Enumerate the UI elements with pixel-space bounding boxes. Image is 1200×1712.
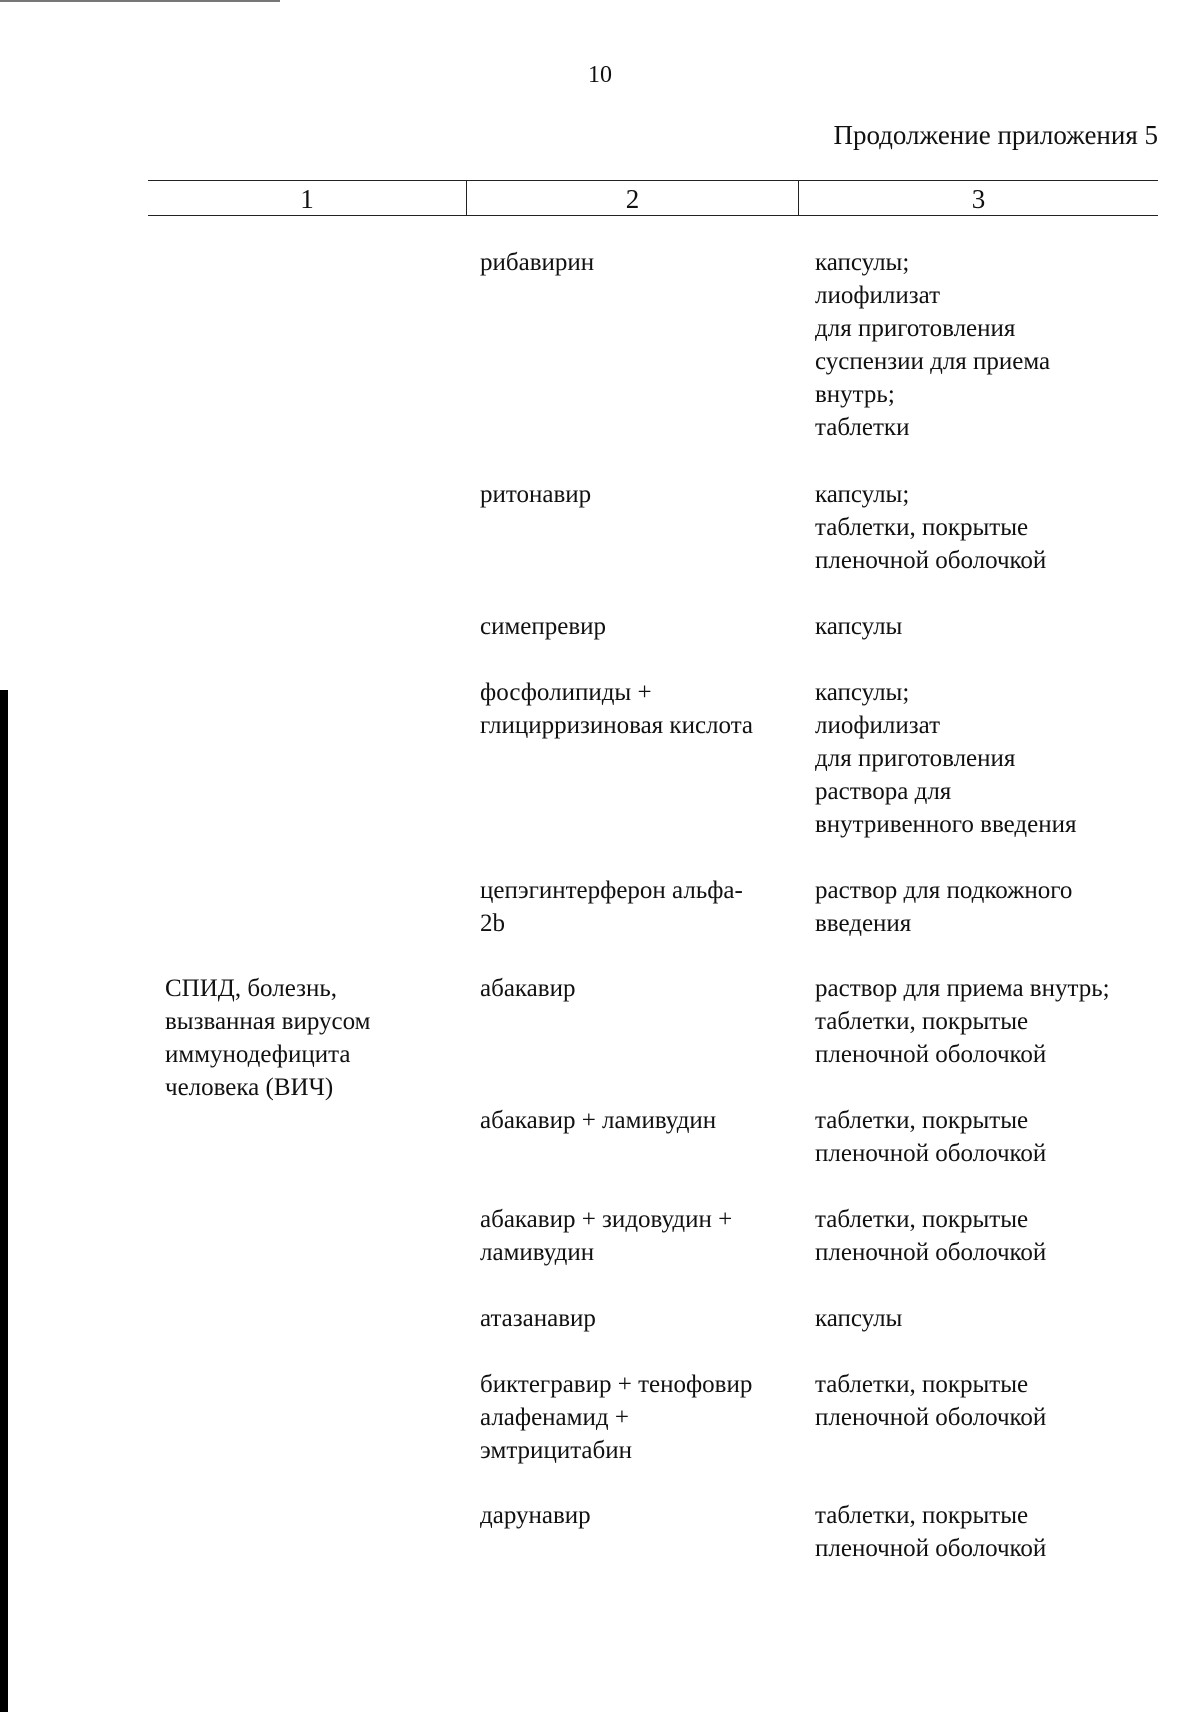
drug-name: фосфолипиды + глицирризиновая кислота	[480, 679, 754, 739]
dosage-form: таблетки, покрытые пленочной оболочкой	[815, 1371, 1047, 1431]
drug-name: ритонавир	[480, 481, 592, 508]
dosage-form: капсулы	[815, 1305, 903, 1332]
dosage-form: капсулы; лиофилизат для приготовления раствора для внутривенного введения	[815, 679, 1077, 838]
drug-name: атазанавир	[480, 1305, 596, 1332]
table-header-rule	[148, 215, 1158, 216]
drug-name: абакавир	[480, 975, 576, 1002]
dosage-form: капсулы; лиофилизат для приготовления суспензии для приема внутрь; таблетки	[815, 249, 1051, 441]
drug-name: абакавир + ламивудин	[480, 1107, 717, 1134]
dosage-form: таблетки, покрытые пленочной оболочкой	[815, 1107, 1047, 1167]
dosage-form: таблетки, покрытые пленочной оболочкой	[815, 1502, 1047, 1562]
page-number: 10	[588, 62, 612, 88]
column-header-2: 2	[625, 184, 640, 214]
dosage-form: раствор для приема внутрь; таблетки, покрытые пленочной оболочкой	[815, 975, 1110, 1068]
dosage-form: таблетки, покрытые пленочной оболочкой	[815, 1206, 1047, 1266]
drug-name: дарунавир	[480, 1502, 591, 1529]
scan-edge-shadow	[0, 690, 8, 1712]
drug-name: цепэгинтерферон альфа- 2b	[480, 877, 743, 937]
continuation-caption: Продолжение приложения 5	[833, 120, 1158, 150]
drug-name: абакавир + зидовудин + ламивудин	[480, 1206, 733, 1266]
scan-edge-mark	[0, 0, 280, 2]
drug-name: биктегравир + тенофовир алафенамид + эмтрицитабин	[480, 1371, 753, 1464]
column-header-3: 3	[971, 184, 986, 214]
drug-name: симепревир	[480, 613, 607, 640]
drug-name: рибавирин	[480, 249, 595, 276]
dosage-form: капсулы; таблетки, покрытые пленочной оболочкой	[815, 481, 1047, 574]
dosage-form: раствор для подкожного введения	[815, 877, 1073, 937]
column-header-1: 1	[300, 184, 314, 214]
table-top-rule	[148, 180, 1158, 181]
dosage-form: капсулы	[815, 613, 903, 640]
disease-name: СПИД, болезнь, вызванная вирусом иммунодефицита человека (ВИЧ)	[165, 975, 371, 1101]
